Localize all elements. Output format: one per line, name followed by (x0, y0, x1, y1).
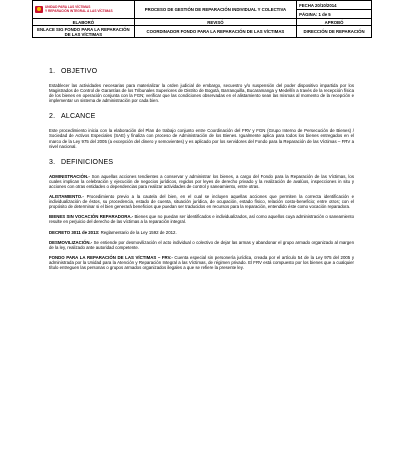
definition-paragraph: FONDO PARA LA REPARACIÓN DE LAS VÍCTIMAS – FRV.- Cuenta especial sin personería jurídica, creada por el artículo 54 de la Ley 975 del 2005 y administrada por la Unidad para la Atención y Reparación Integral a las Víctimas, de régimen privado. El FRV está compuesto por los bienes que a cualquier título entreguen las personas o grupos armados organizados ilegales a que se refiere la presente ley. (49, 254, 354, 270)
name-reviso: COORDINADOR FONDO PARA LA REPARACIÓN DE LAS VÍCTIMAS (134, 26, 296, 38)
section-objetivo (49, 68, 354, 103)
role-elaboro: ELABORÓ (33, 19, 135, 26)
logo-line-1: UNIDAD PARA LAS VÍCTIMAS (45, 4, 91, 9)
definition-term: ALISTAMIENTO.- (49, 194, 84, 200)
section-heading: 2. ALCANCE (49, 113, 96, 121)
definition-paragraph: ADMINISTRACIÓN.- Son aquellas acciones tendientes a conservar y administrar los bienes, a cargo del Fondo para la Reparación de las Víctimas, los cuales implican la celebración y ejecución de negocios jurídicos, regidos por leyes de derecho privado y la realización de avalúos, inspecciones in situ y acciones con otras entidades o dependencias para realizar actividades de control y saneamiento, entre otras. (49, 173, 354, 189)
logo-cell (33, 1, 135, 19)
definition-term: ADMINISTRACIÓN.- (49, 173, 90, 179)
definition-paragraph: BIENES SIN VOCACIÓN REPARADORA.- Bienes que no puedan ser identificados e individualizados, así como aquellos cuya administración o saneamiento resulte en perjuicio del derecho de las víctimas a la reparación integral. (49, 214, 354, 225)
definition-paragraph: DESMOVILIZACIÓN.- Se entiende por desmovilización el acto individual o colectivo de dejar las armas y abandonar el grupo armado organizado al margen de la ley, realizado ante autoridad competente. (49, 239, 354, 250)
definition-paragraph: ALISTAMIENTO.- Procedimiento previo a la cautela del bien, en el cual se incluyen aquellas acciones que permiten la correcta identificación e individualización de éstos, su procedencia, estado de cuenta, situación jurídica, de ocupación, estado físico, relación costo-beneficio; entre otros; con el propósito de determinar si el bien generará beneficios que puedan ser traducidos en recursos para la reparación, entendido éste como vocación reparadora. (49, 194, 354, 210)
document-header-table (32, 0, 372, 38)
section-heading: 1. OBJETIVO (49, 68, 98, 75)
name-elaboro: ENLACE SIG FONDO PARA LA REPARACIÓN DE LAS VÍCTIMAS (33, 26, 135, 38)
page-number: PÁGINA: 1 de 5 (297, 10, 372, 19)
logo-line-2: Y REPARACIÓN INTEGRAL A LAS VÍCTIMAS (45, 8, 113, 13)
section-alcance (49, 113, 354, 148)
document-body (49, 68, 354, 280)
section-heading: 3. DEFINICIONES (49, 158, 114, 166)
role-reviso: REVISÓ (134, 19, 296, 26)
name-aprobo: DIRECCIÓN DE REPARACIÓN (297, 26, 372, 38)
definition-term: DESMOVILIZACIÓN.- (49, 239, 93, 245)
section-paragraph: Establecer las actividades necesarias para materializar la orden judicial de embargo, secuestro y/o suspensión del poder dispositivo impartida por los Magistrados de Control de Garantías de los Tribunales Superiores de Distrito de Bogotá, Barranquilla, Bucaramanga y Medellín a través de la recepción física de los bienes en operación conjunta con la FGN; verificar que las condiciones observadas en el alistamiento sean las mismas al momento de la recepción e implementar un sistema de administración por cada bien. (49, 83, 354, 104)
agency-emblem-icon (35, 6, 43, 13)
section-paragraph: Este procedimiento inicia con la elaboración del Plan de trabajo conjunto entre Coordinación del FRV y FGN (Grupo Interno de Persecución de Bienes) / Sociedad de Activos Especiales (SAE) y finaliza con proceso de Administración de los Bienes. Igualmente aplica para todos los bienes entregados en el marco de la Ley 975 del 2005 (a excepción del dinero y semovientes) y es aplicado por los servidores del Fondo para la Reparación de las Víctimas – FRV a nivel nacional. (49, 128, 354, 149)
section-definiciones (49, 159, 354, 270)
process-title: PROCESO DE GESTIÓN DE REPARACIÓN INDIVIDUAL Y COLECTIVA (134, 1, 296, 19)
definition-term: DECRETO 3011 de 2013: (49, 229, 100, 235)
definition-paragraph: DECRETO 3011 de 2013: Reglamentario de la Ley 1592 de 2012. (49, 229, 177, 235)
agency-logo (35, 6, 132, 13)
role-aprobo: APROBÓ (297, 19, 372, 26)
definition-term: BIENES SIN VOCACIÓN REPARADORA.- (49, 214, 134, 220)
definition-term: FONDO PARA LA REPARACIÓN DE LAS VÍCTIMAS – FRV.- (49, 254, 173, 260)
document-date: FECHA 20/10/2014 (297, 1, 372, 10)
